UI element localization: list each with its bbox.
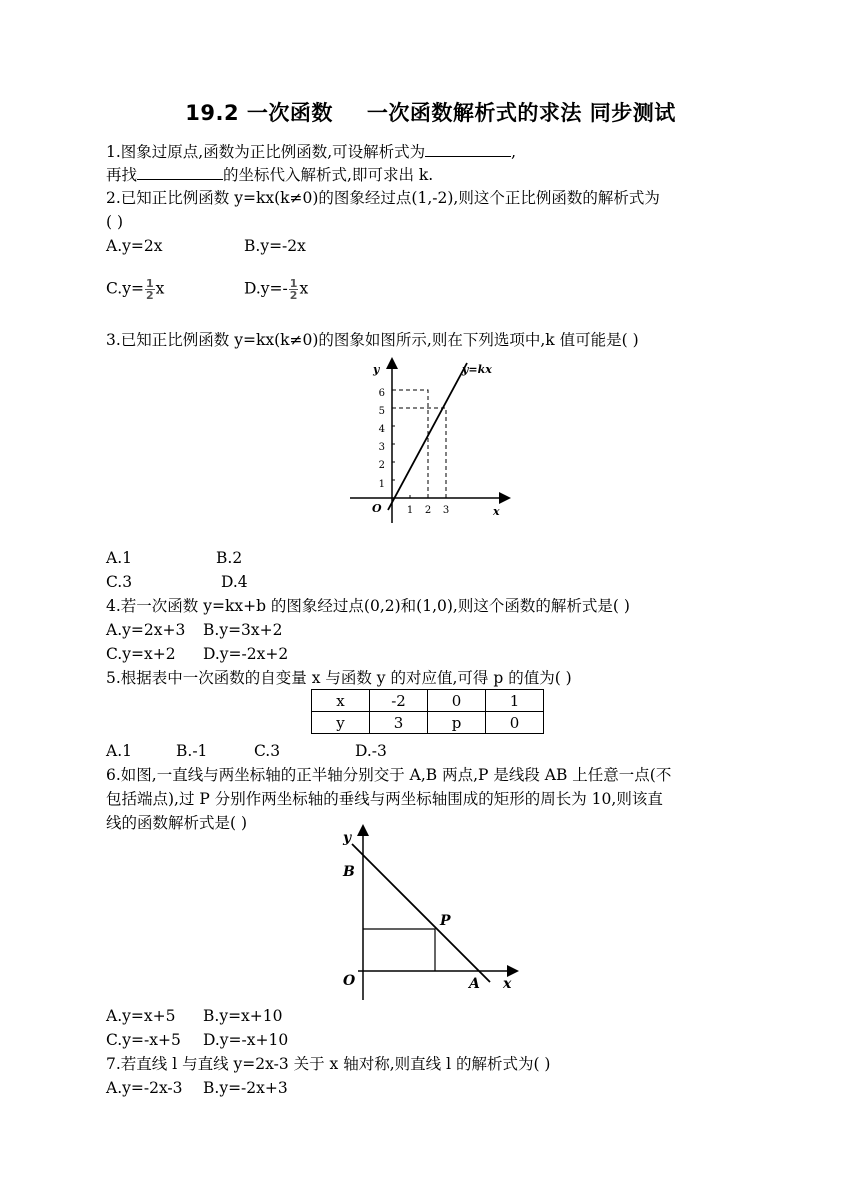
q1-blank-1: [425, 141, 511, 157]
q3-option-d: D.4: [221, 573, 248, 591]
fraction-one-half: [289, 278, 299, 301]
q6-line1: 6.如图,一直线与两坐标轴的正半轴分别交于 A,B 两点,P 是线段 AB 上任意一点(不: [106, 766, 672, 784]
q4-option-d: D.y=-2x+2: [203, 645, 289, 663]
q3-option-c: C.3: [106, 573, 133, 591]
q2-paren: ( ): [106, 213, 124, 231]
q3-y-label: y: [373, 363, 380, 376]
table-cell: 0: [486, 712, 544, 734]
q1-text-b: ,: [511, 143, 517, 161]
q1-line2: [106, 164, 433, 185]
q1-line1: [106, 141, 516, 162]
q5-option-c: C.3: [254, 742, 281, 760]
table-cell: y: [312, 712, 370, 734]
q6-line3: 线的函数解析式是( ): [106, 814, 248, 832]
q4-option-b: B.y=3x+2: [203, 621, 283, 639]
title-part2: 一次函数解析式的求法 同步测试: [366, 101, 676, 125]
q4-option-a: A.y=2x+3: [106, 621, 186, 639]
table-cell: 3: [370, 712, 428, 734]
title-part1: 19.2 一次函数: [185, 101, 333, 125]
q2-stem: 2.已知正比例函数 y=kx(k≠0)的图象经过点(1,-2),则这个正比例函数的解析式为: [106, 189, 660, 207]
q6-rectangle: [363, 929, 435, 971]
table-cell: p: [428, 712, 486, 734]
q2-c-post: x: [155, 279, 165, 298]
q5-value-table: [311, 689, 544, 734]
q4-option-c: C.y=x+2: [106, 645, 176, 663]
q6-x-label: x: [503, 976, 512, 992]
q1-text-d: 的坐标代入解析式,即可求出 k.: [223, 166, 434, 184]
table-cell: -2: [370, 690, 428, 712]
q7-option-b: B.y=-2x+3: [203, 1079, 288, 1097]
q3-ytick-6: 6: [378, 388, 385, 399]
q3-option-b: B.2: [216, 549, 243, 567]
table-cell: 1: [486, 690, 544, 712]
q6-origin-label: O: [343, 973, 356, 989]
q3-ytick-2: 2: [378, 460, 385, 471]
q3-x-label: x: [493, 505, 500, 518]
table-row: [312, 712, 544, 734]
q6-option-b: B.y=x+10: [203, 1007, 283, 1025]
q5-stem: 5.根据表中一次函数的自变量 x 与函数 y 的对应值,可得 p 的值为( ): [106, 669, 572, 687]
q6-line-ab: [352, 844, 490, 982]
q7-option-a: A.y=-2x-3: [106, 1079, 183, 1097]
q3-ytick-5: 5: [378, 406, 385, 417]
q3-origin-label: O: [372, 502, 382, 515]
page-title: [0, 97, 861, 127]
table-row: [312, 690, 544, 712]
frac-num: 1: [145, 277, 154, 290]
q5-option-b: B.-1: [176, 742, 208, 760]
q3-ytick-1: 1: [378, 479, 385, 490]
table-cell: x: [312, 690, 370, 712]
q3-option-a: A.1: [106, 549, 132, 567]
q1-blank-2: [137, 164, 223, 180]
frac-den: 2: [289, 289, 298, 302]
q3-xtick-3: 3: [442, 505, 450, 516]
q3-ytick-4: 4: [378, 424, 385, 435]
q6-point-a-label: A: [469, 976, 480, 992]
q6-option-c: C.y=-x+5: [106, 1031, 181, 1049]
q3-xtick-1: 1: [406, 505, 414, 516]
q2-option-c: [106, 278, 164, 301]
q2-option-b: B.y=-2x: [244, 237, 306, 255]
table-cell: 0: [428, 690, 486, 712]
q6-graph-figure: [330, 822, 530, 1002]
q6-option-d: D.y=-x+10: [203, 1031, 289, 1049]
q2-option-a: A.y=2x: [106, 237, 163, 255]
q7-stem: 7.若直线 l 与直线 y=2x-3 关于 x 轴对称,则直线 l 的解析式为( ): [106, 1055, 551, 1073]
q2-option-d: [244, 278, 308, 301]
q2-d-post: x: [299, 279, 309, 298]
q6-line2: 包括端点),过 P 分别作两坐标轴的垂线与两坐标轴围成的矩形的周长为 10,则该直: [106, 790, 663, 808]
q6-point-b-label: B: [343, 864, 355, 880]
q3-xtick-2: 2: [424, 505, 432, 516]
q6-option-a: A.y=x+5: [106, 1007, 176, 1025]
q6-y-label: y: [343, 830, 352, 846]
q4-stem: 4.若一次函数 y=kx+b 的图象经过点(0,2)和(1,0),则这个函数的解析式是( ): [106, 597, 630, 615]
q2-c-pre: C.y=: [106, 279, 144, 298]
q6-point-p-label: P: [440, 913, 451, 929]
q3-graph-figure: [340, 355, 520, 527]
q5-option-d: D.-3: [355, 742, 387, 760]
fraction-one-half: [145, 278, 155, 301]
frac-den: 2: [145, 289, 154, 302]
q5-option-a: A.1: [106, 742, 132, 760]
q3-ytick-3: 3: [378, 442, 385, 453]
q1-text-a: 1.图象过原点,函数为正比例函数,可设解析式为: [106, 143, 426, 161]
q2-d-pre: D.y=-: [244, 279, 288, 298]
q3-stem: 3.已知正比例函数 y=kx(k≠0)的图象如图所示,则在下列选项中,k 值可能是( ): [106, 331, 639, 349]
q1-text-c: 再找: [106, 166, 138, 184]
frac-num: 1: [289, 277, 298, 290]
q3-line-label: y=kx: [462, 363, 492, 376]
